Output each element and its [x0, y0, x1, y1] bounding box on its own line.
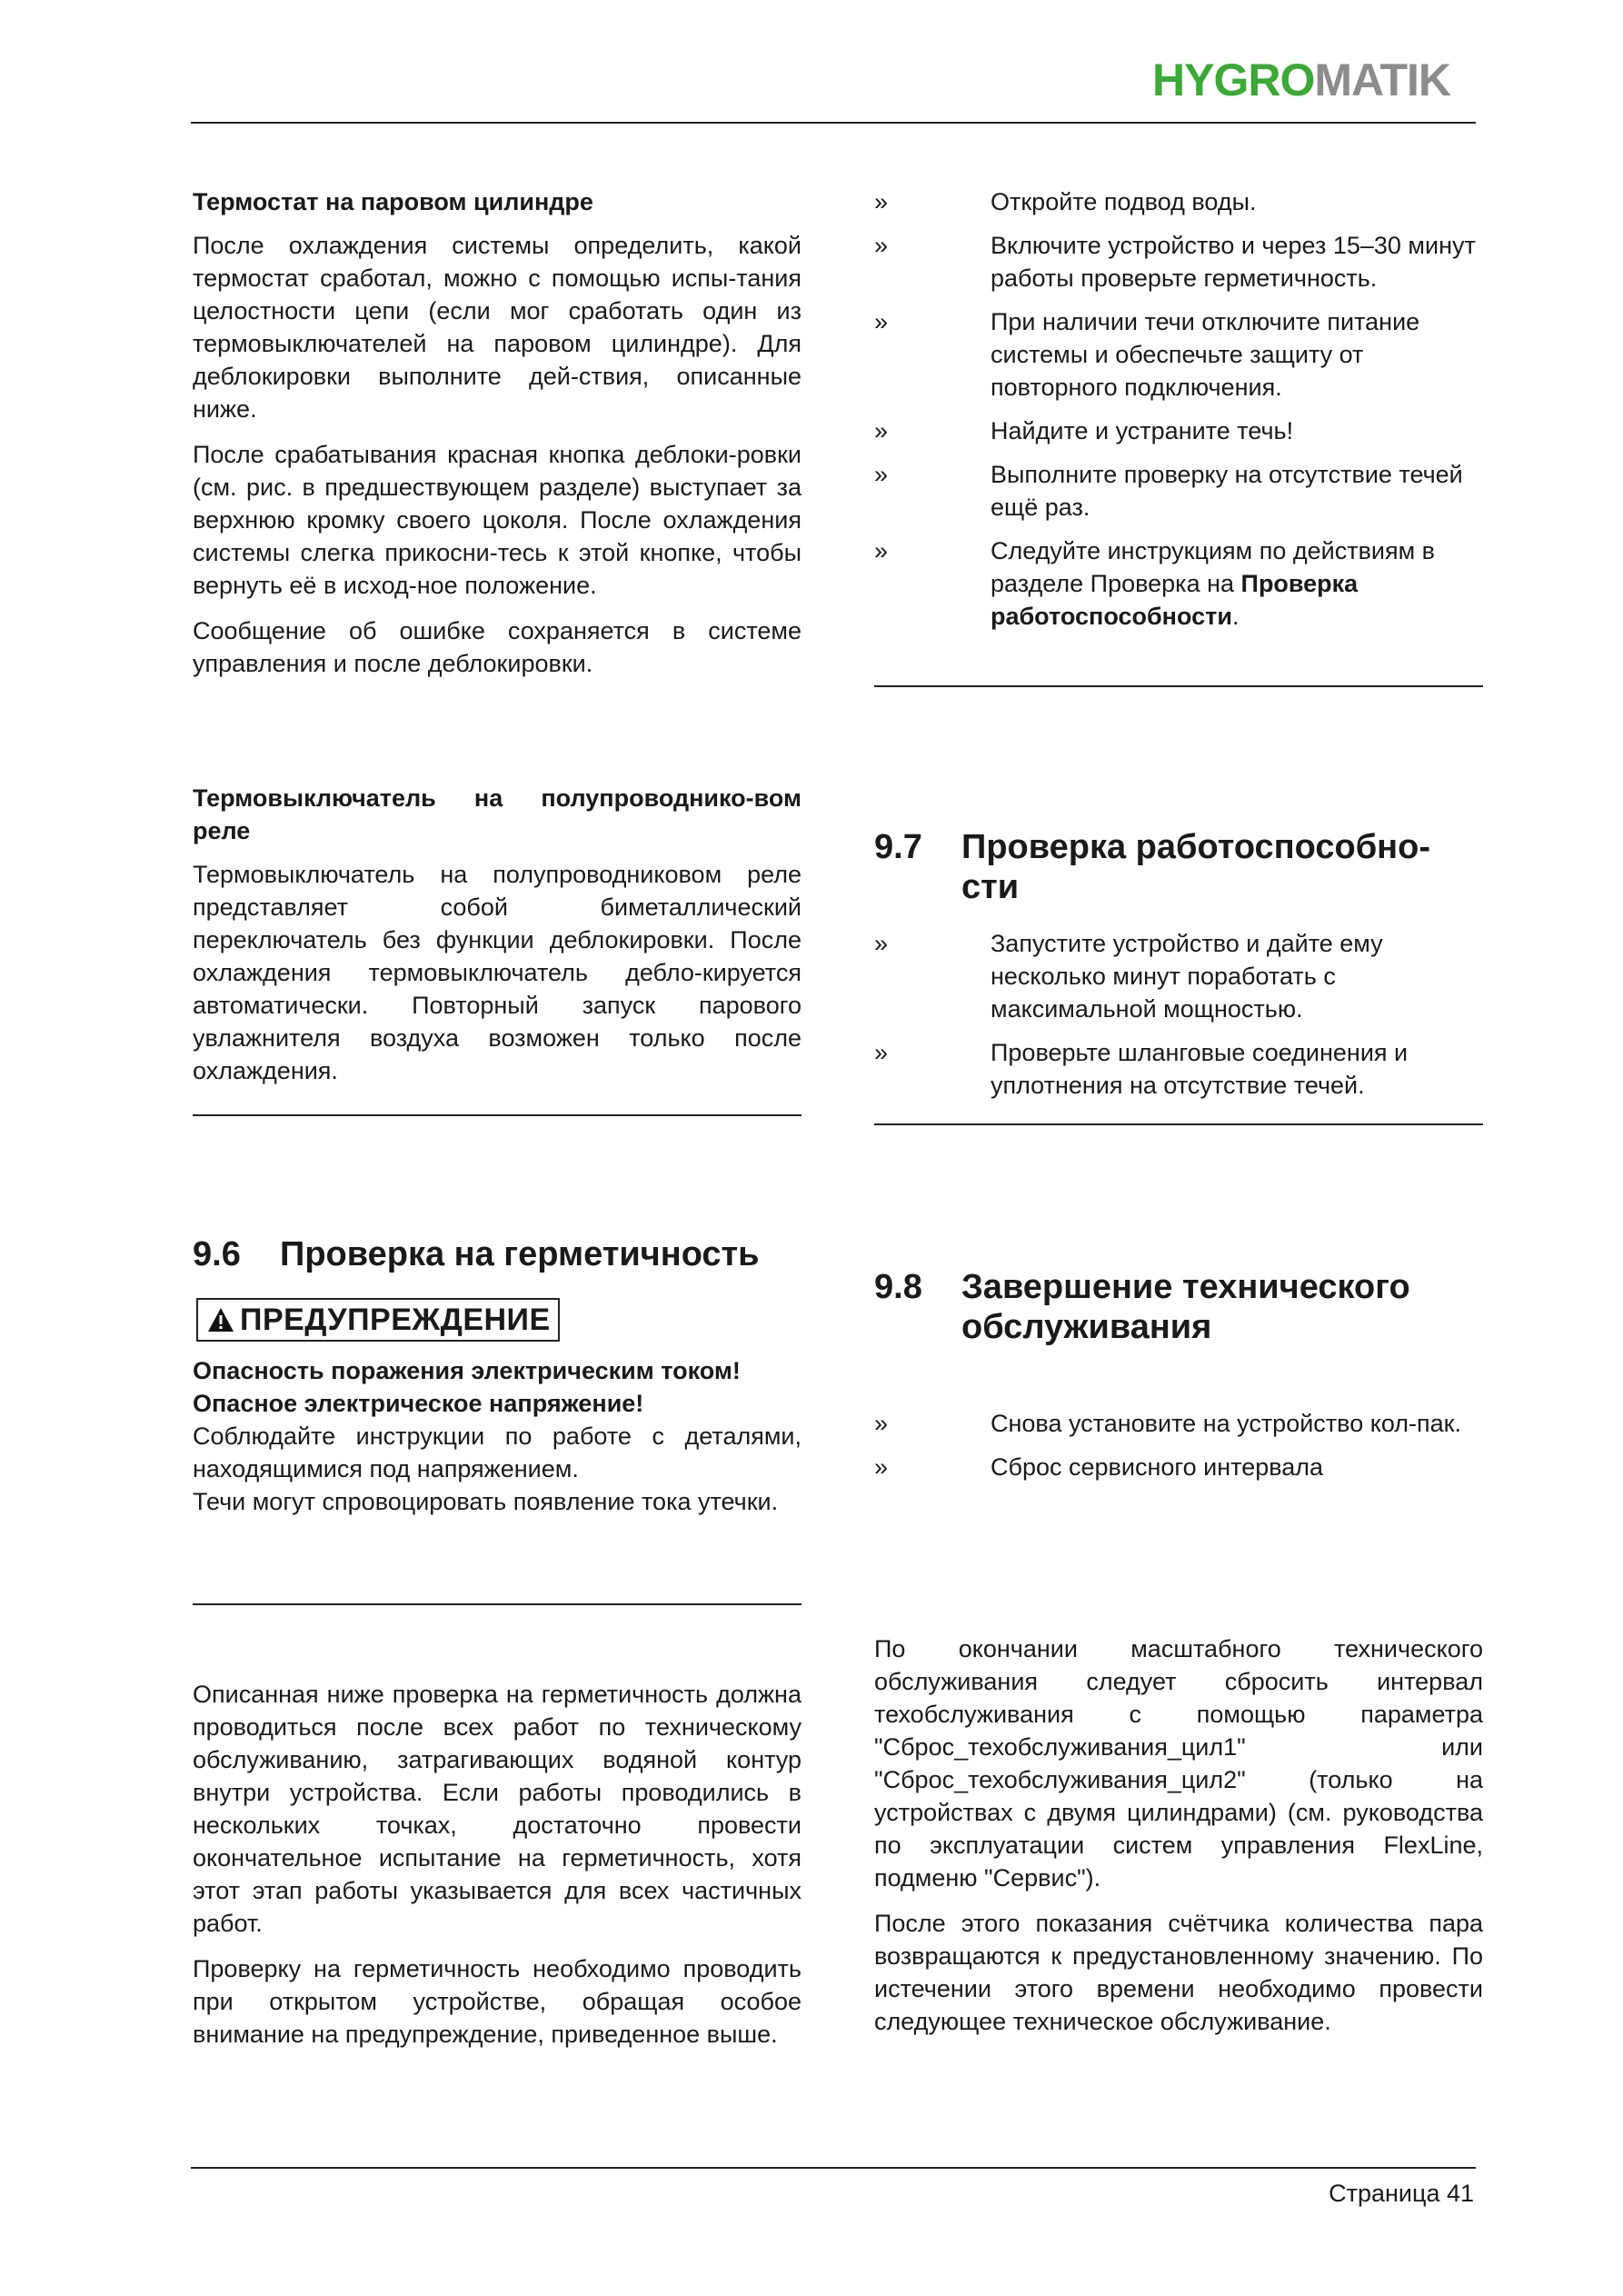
list-marker: »: [874, 308, 889, 335]
completion-steps: [874, 1407, 1483, 1483]
step-text-before: Следуйте инструкциям по действиям в разделе Проверка на: [991, 537, 1436, 597]
left-divider-2: [193, 1603, 802, 1605]
service-interval-text: [874, 1632, 1483, 2051]
section-title: Проверка на герметичность: [280, 1235, 760, 1273]
list-text: Выполните проверку на отсутствие течей ещё раз.: [991, 461, 1463, 521]
semiconductor-block: [193, 782, 802, 1100]
list-item: [874, 229, 1483, 294]
leak-test-paragraph-1: Описанная ниже проверка на герметичность должна проводиться после всех работ по техническому обслуживанию, затрагивающих водяной контур внутри устройства. Если работы проводились в нескольких точках, достаточно провести окончательное испытание на герметичность, хотя этот этап работы указывается для всех частичных работ.: [193, 1681, 802, 1937]
list-item: [874, 1451, 1483, 1483]
list-marker: »: [874, 1039, 889, 1066]
right-column-top: [874, 185, 1483, 644]
right-divider-2: [874, 1123, 1483, 1125]
list-text: При наличии течи отключите питание системы и обеспечьте защиту от повторного подключения.: [991, 308, 1420, 401]
list-text: Запустите устройство и дайте ему несколько минут поработать с максимальной мощностью.: [991, 930, 1383, 1023]
logo-text: [1152, 55, 1450, 105]
list-marker: »: [874, 1453, 889, 1481]
semiconductor-paragraph: Термовыключатель на полупроводниковом реле представляет собой биметаллический переключатель без функции деблокировки. После охлаждения термовыключатель дебло-кируется автоматически. Повторный запуск парового увлажнителя воздуха возможен только после охлаждения.: [193, 861, 802, 1084]
list-text: Откройте подвод воды.: [991, 188, 1257, 215]
logo-part-matik: MATIK: [1314, 55, 1450, 105]
warning-label: [196, 1298, 560, 1342]
function-check-link-text: Проверка работоспособности: [991, 570, 1359, 630]
logo-part-hygro: HYGRO: [1152, 55, 1315, 105]
section-number: 9.8: [874, 1268, 922, 1306]
function-check-steps: [874, 927, 1483, 1102]
warning-text: ПРЕДУПРЕЖДЕНИЕ: [240, 1303, 551, 1337]
thermostat-paragraph-3: Сообщение об ошибке сохраняется в системе управления и после деблокировки.: [193, 617, 802, 677]
warning-instruction-1: Соблюдайте инструкции по работе с деталями, находящимися под напряжением.: [193, 1423, 802, 1482]
thermostat-paragraph-1: После охлаждения системы определить, какой термостат сработал, можно с помощью испы-тания целостности цепи (если мог сработать один из термовыключателей на паровом цилиндре). Для деблокировки выполните дей-ствия, описанные ниже.: [193, 232, 802, 423]
danger-line-2: Опасное электрическое напряжение!: [193, 1390, 644, 1417]
section-9-7-heading: [874, 827, 1483, 907]
right-divider-1: [874, 685, 1483, 687]
list-item: [874, 458, 1483, 524]
list-text: Включите устройство и через 15–30 минут работы проверьте герметичность.: [991, 232, 1476, 292]
list-text: Найдите и устраните течь!: [991, 417, 1294, 444]
section-title: Проверка работоспособно-сти: [961, 828, 1430, 906]
header-rule: [191, 122, 1476, 124]
warning-triangle-icon: [207, 1307, 234, 1333]
section-9-8-heading: [874, 1267, 1483, 1347]
danger-line-1: Опасность поражения электрическим током!: [193, 1357, 741, 1384]
list-text: [991, 534, 1483, 633]
list-marker: »: [874, 461, 889, 488]
list-item: [874, 414, 1483, 447]
service-paragraph-2: После этого показания счётчика количества пара возвращаются к предустановленному значению. По истечении этого времени необходимо провести следующее техническое обслуживание.: [874, 1910, 1483, 2035]
thermostat-heading: Термостат на паровом цилиндре: [193, 188, 593, 215]
list-text: Проверьте шланговые соединения и уплотнения на отсутствие течей.: [991, 1039, 1409, 1099]
list-item: [874, 927, 1483, 1025]
list-marker: »: [874, 930, 889, 957]
list-item: [874, 1407, 1483, 1440]
semiconductor-heading: Термовыключатель на полупроводнико-вом реле: [193, 784, 802, 844]
hygromatik-logo: [1152, 53, 1450, 107]
warning-instruction-2: Течи могут спровоцировать появление тока утечки.: [193, 1488, 779, 1515]
list-marker: »: [874, 188, 889, 215]
page-number: Страница 41: [1329, 2180, 1474, 2207]
service-paragraph-1: По окончании масштабного технического обслуживания следует сбросить интервал техобслуживания с помощью параметра "Сброс_техобслуживания_цил1" или "Сброс_техобслуживания_цил2" (только на устройствах с двумя цилиндрами) (см. руководства по эксплуатации систем управления FlexLine, подменю "Сервис").: [874, 1635, 1483, 1892]
footer-rule: [191, 2167, 1476, 2169]
list-marker: »: [874, 232, 889, 259]
list-marker: »: [874, 537, 889, 564]
list-marker: »: [874, 417, 889, 444]
list-item: [874, 185, 1483, 218]
section-9-7: [874, 827, 1483, 1113]
step-text-after: .: [1231, 603, 1240, 630]
left-divider-1: [193, 1114, 802, 1116]
list-text: Сброс сервисного интервала: [991, 1453, 1324, 1481]
leak-test-text: [193, 1678, 802, 2063]
list-item: [874, 1036, 1483, 1102]
left-column: [193, 185, 802, 693]
list-marker: »: [874, 1410, 889, 1437]
leak-test-paragraph-2: Проверку на герметичность необходимо проводить при открытом устройстве, обращая особое внимание на предупреждение, приведенное выше.: [193, 1955, 802, 2048]
section-9-6: [193, 1234, 802, 1518]
section-number: 9.6: [193, 1235, 241, 1273]
thermostat-paragraph-2: После срабатывания красная кнопка деблоки-ровки (см. рис. в предшествующем разделе) выступает за верхнюю кромку своего цоколя. После охлаждения системы слегка прикосни-тесь к этой кнопке, чтобы вернуть её в исход-ное положение.: [193, 441, 802, 599]
section-9-8: [874, 1267, 1483, 1494]
list-item: [874, 534, 1483, 633]
section-number: 9.7: [874, 828, 922, 866]
section-title: Завершение технического обслуживания: [961, 1268, 1410, 1346]
leak-test-steps: [874, 185, 1483, 633]
list-text: Снова установите на устройство кол-пак.: [991, 1410, 1461, 1437]
section-9-6-heading: [193, 1234, 802, 1274]
list-item: [874, 305, 1483, 404]
